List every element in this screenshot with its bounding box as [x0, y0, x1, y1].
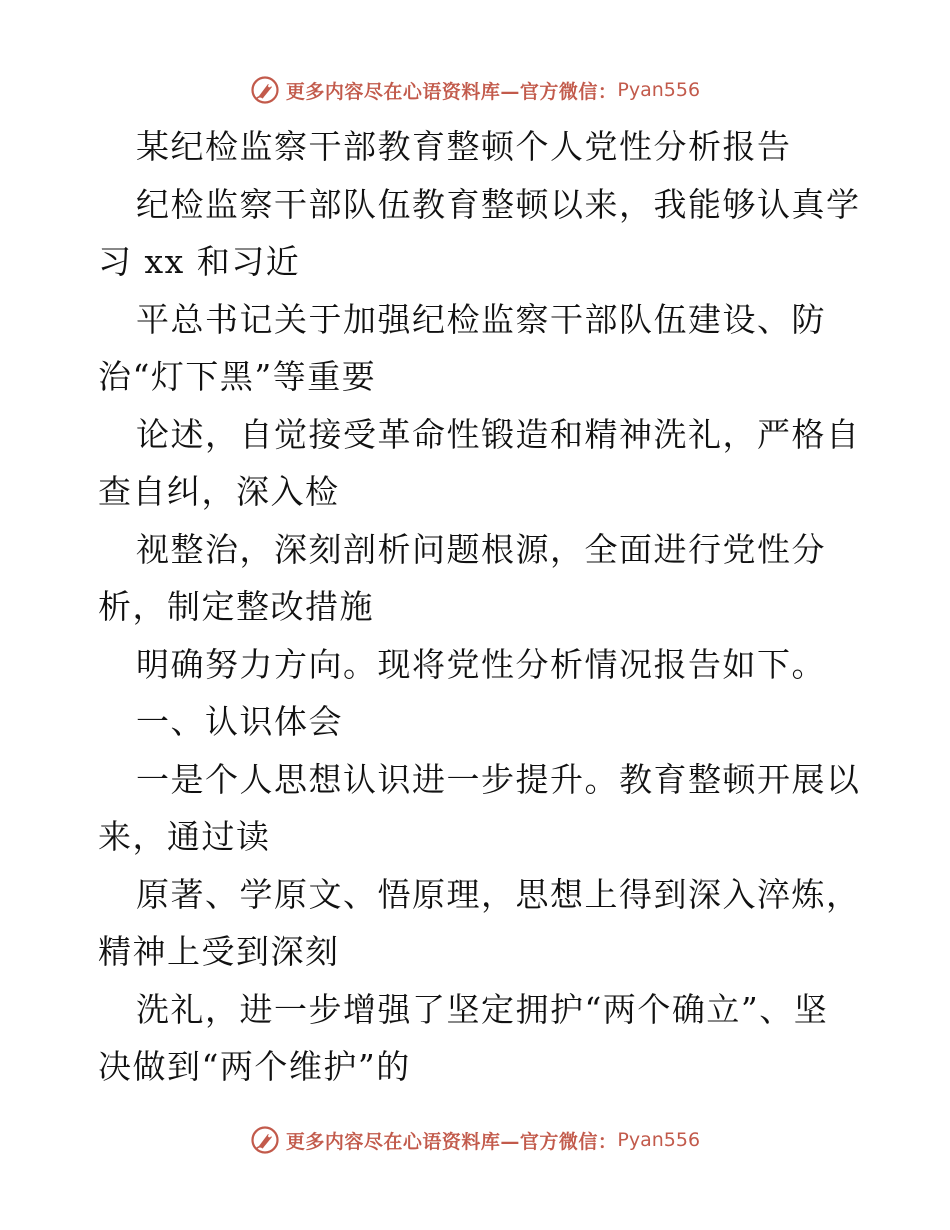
document-title: 某纪检监察干部教育整顿个人党性分析报告 [136, 127, 792, 166]
text-line: 一、认识体会 [136, 702, 343, 741]
text-line: 习 xx 和习近 [98, 242, 301, 281]
text-line: 决做到“两个维护”的 [98, 1047, 411, 1086]
text-line: 精神上受到深刻 [98, 932, 340, 971]
watermark-wechat-id: Pyan556 [617, 1129, 701, 1151]
footer-watermark-banner [0, 1120, 950, 1160]
pen-nib-circle-icon [250, 1125, 280, 1155]
text-line: 查自纠，深入检 [98, 472, 340, 511]
document-body [98, 118, 861, 1096]
text-line: 原著、学原文、悟原理，思想上得到深入淬炼， [136, 874, 861, 914]
text-line: 论述，自觉接受革命性锻造和精神洗礼，严格自 [136, 414, 861, 454]
watermark-wechat-id: Pyan556 [617, 79, 701, 101]
text-line: 平总书记关于加强纪检监察干部队伍建设、防 [136, 299, 826, 339]
text-line: 视整治，深刻剖析问题根源，全面进行党性分 [136, 529, 826, 569]
text-line: 一是个人思想认识进一步提升。教育整顿开展以 [136, 759, 861, 799]
text-line: 治“灯下黑”等重要 [98, 357, 377, 396]
text-line: 来，通过读 [98, 817, 271, 856]
header-watermark-banner [0, 70, 950, 110]
text-line: 洗礼，进一步增强了坚定拥护“两个确立”、坚 [136, 989, 829, 1029]
text-line: 纪检监察干部队伍教育整顿以来，我能够认真学 [136, 184, 861, 224]
watermark-text: 更多内容尽在心语资料库—官方微信： [285, 1130, 618, 1153]
watermark-text: 更多内容尽在心语资料库—官方微信： [285, 80, 618, 103]
text-line: 明确努力方向。现将党性分析情况报告如下。 [136, 644, 826, 684]
pen-nib-circle-icon [250, 75, 280, 105]
text-line: 析，制定整改措施 [98, 587, 374, 626]
